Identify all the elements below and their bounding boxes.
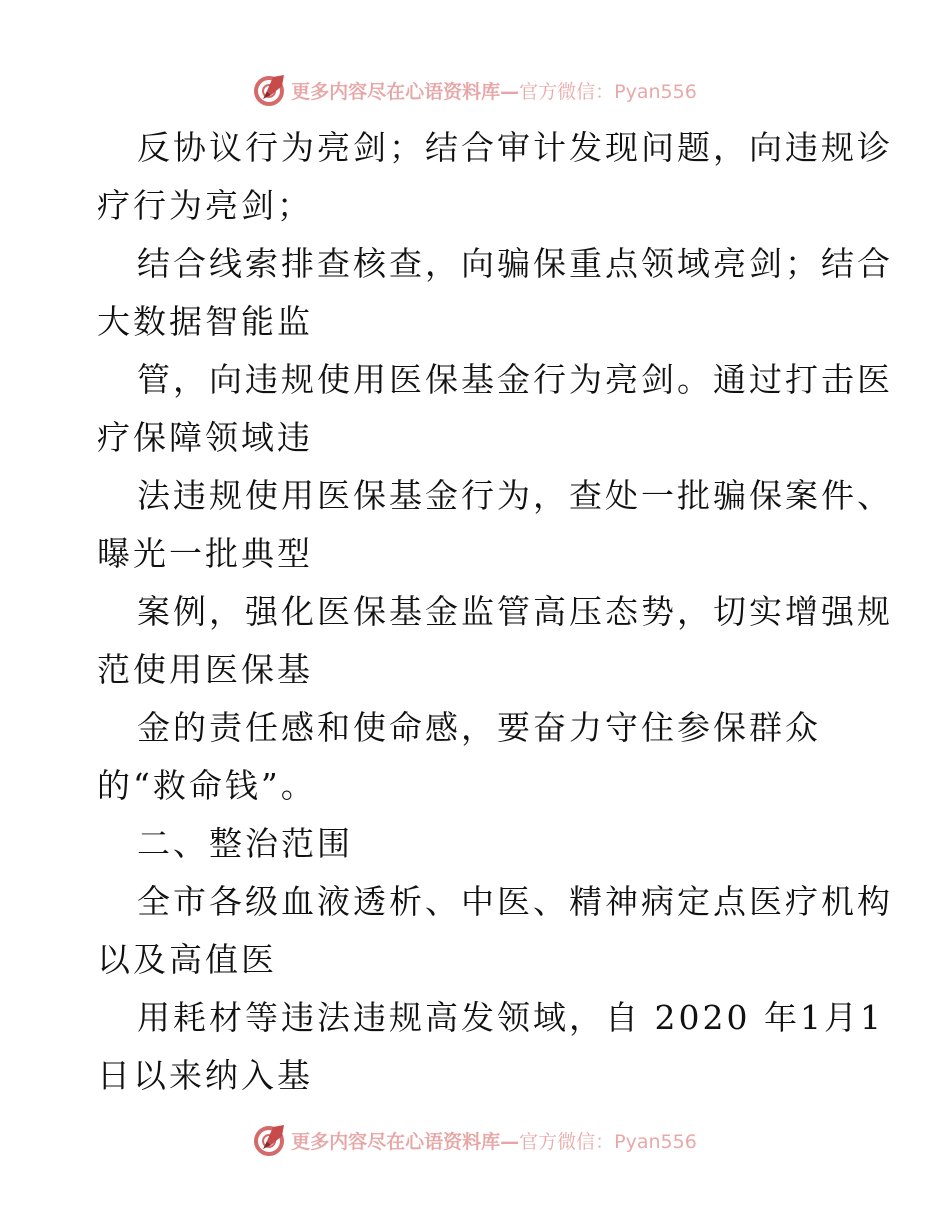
paragraph-line: 范使用医保基 — [97, 650, 313, 689]
banner-text-main: 更多内容尽在心语资料库— — [291, 80, 520, 103]
header-watermark-banner — [0, 70, 950, 110]
paragraph-line: 结合线索排查核查，向骗保重点领域亮剑；结合 — [137, 244, 893, 283]
banner-text — [291, 1127, 697, 1154]
paragraph-line: 管，向违规使用医保基金行为亮剑。通过打击医 — [137, 360, 893, 399]
paragraph-line: 以及高值医 — [97, 940, 277, 979]
footer-watermark-banner — [0, 1120, 950, 1160]
paragraph-line: 疗保障领域违 — [97, 418, 313, 457]
banner-text-wechat: 官方微信：Pyan556 — [519, 80, 697, 103]
pen-logo-icon — [253, 1123, 287, 1157]
section-heading: 二、整治范围 — [137, 824, 353, 863]
paragraph-line: 大数据智能监 — [97, 302, 313, 341]
banner-text — [291, 77, 697, 104]
paragraph-line: 曝光一批典型 — [97, 534, 313, 573]
paragraph-line: 反协议行为亮剑；结合审计发现问题，向违规诊 — [137, 128, 893, 167]
paragraph-line: 法违规使用医保基金行为，查处一批骗保案件、 — [137, 476, 893, 515]
pen-logo-icon — [253, 73, 287, 107]
paragraph-line: 的“救命钱”。 — [97, 766, 317, 805]
paragraph-line: 案例，强化医保基金监管高压态势，切实增强规 — [137, 592, 893, 631]
paragraph-line: 金的责任感和使命感，要奋力守住参保群众 — [137, 708, 821, 747]
paragraph-line: 疗行为亮剑； — [97, 186, 313, 225]
banner-text-wechat: 官方微信：Pyan556 — [519, 1130, 697, 1153]
paragraph-line: 用耗材等违法违规高发领域，自 2020 年1月1 — [137, 998, 884, 1037]
paragraph-line: 日以来纳入基 — [97, 1056, 313, 1095]
banner-text-main: 更多内容尽在心语资料库— — [291, 1130, 520, 1153]
paragraph-line: 全市各级血液透析、中医、精神病定点医疗机构 — [137, 882, 893, 921]
